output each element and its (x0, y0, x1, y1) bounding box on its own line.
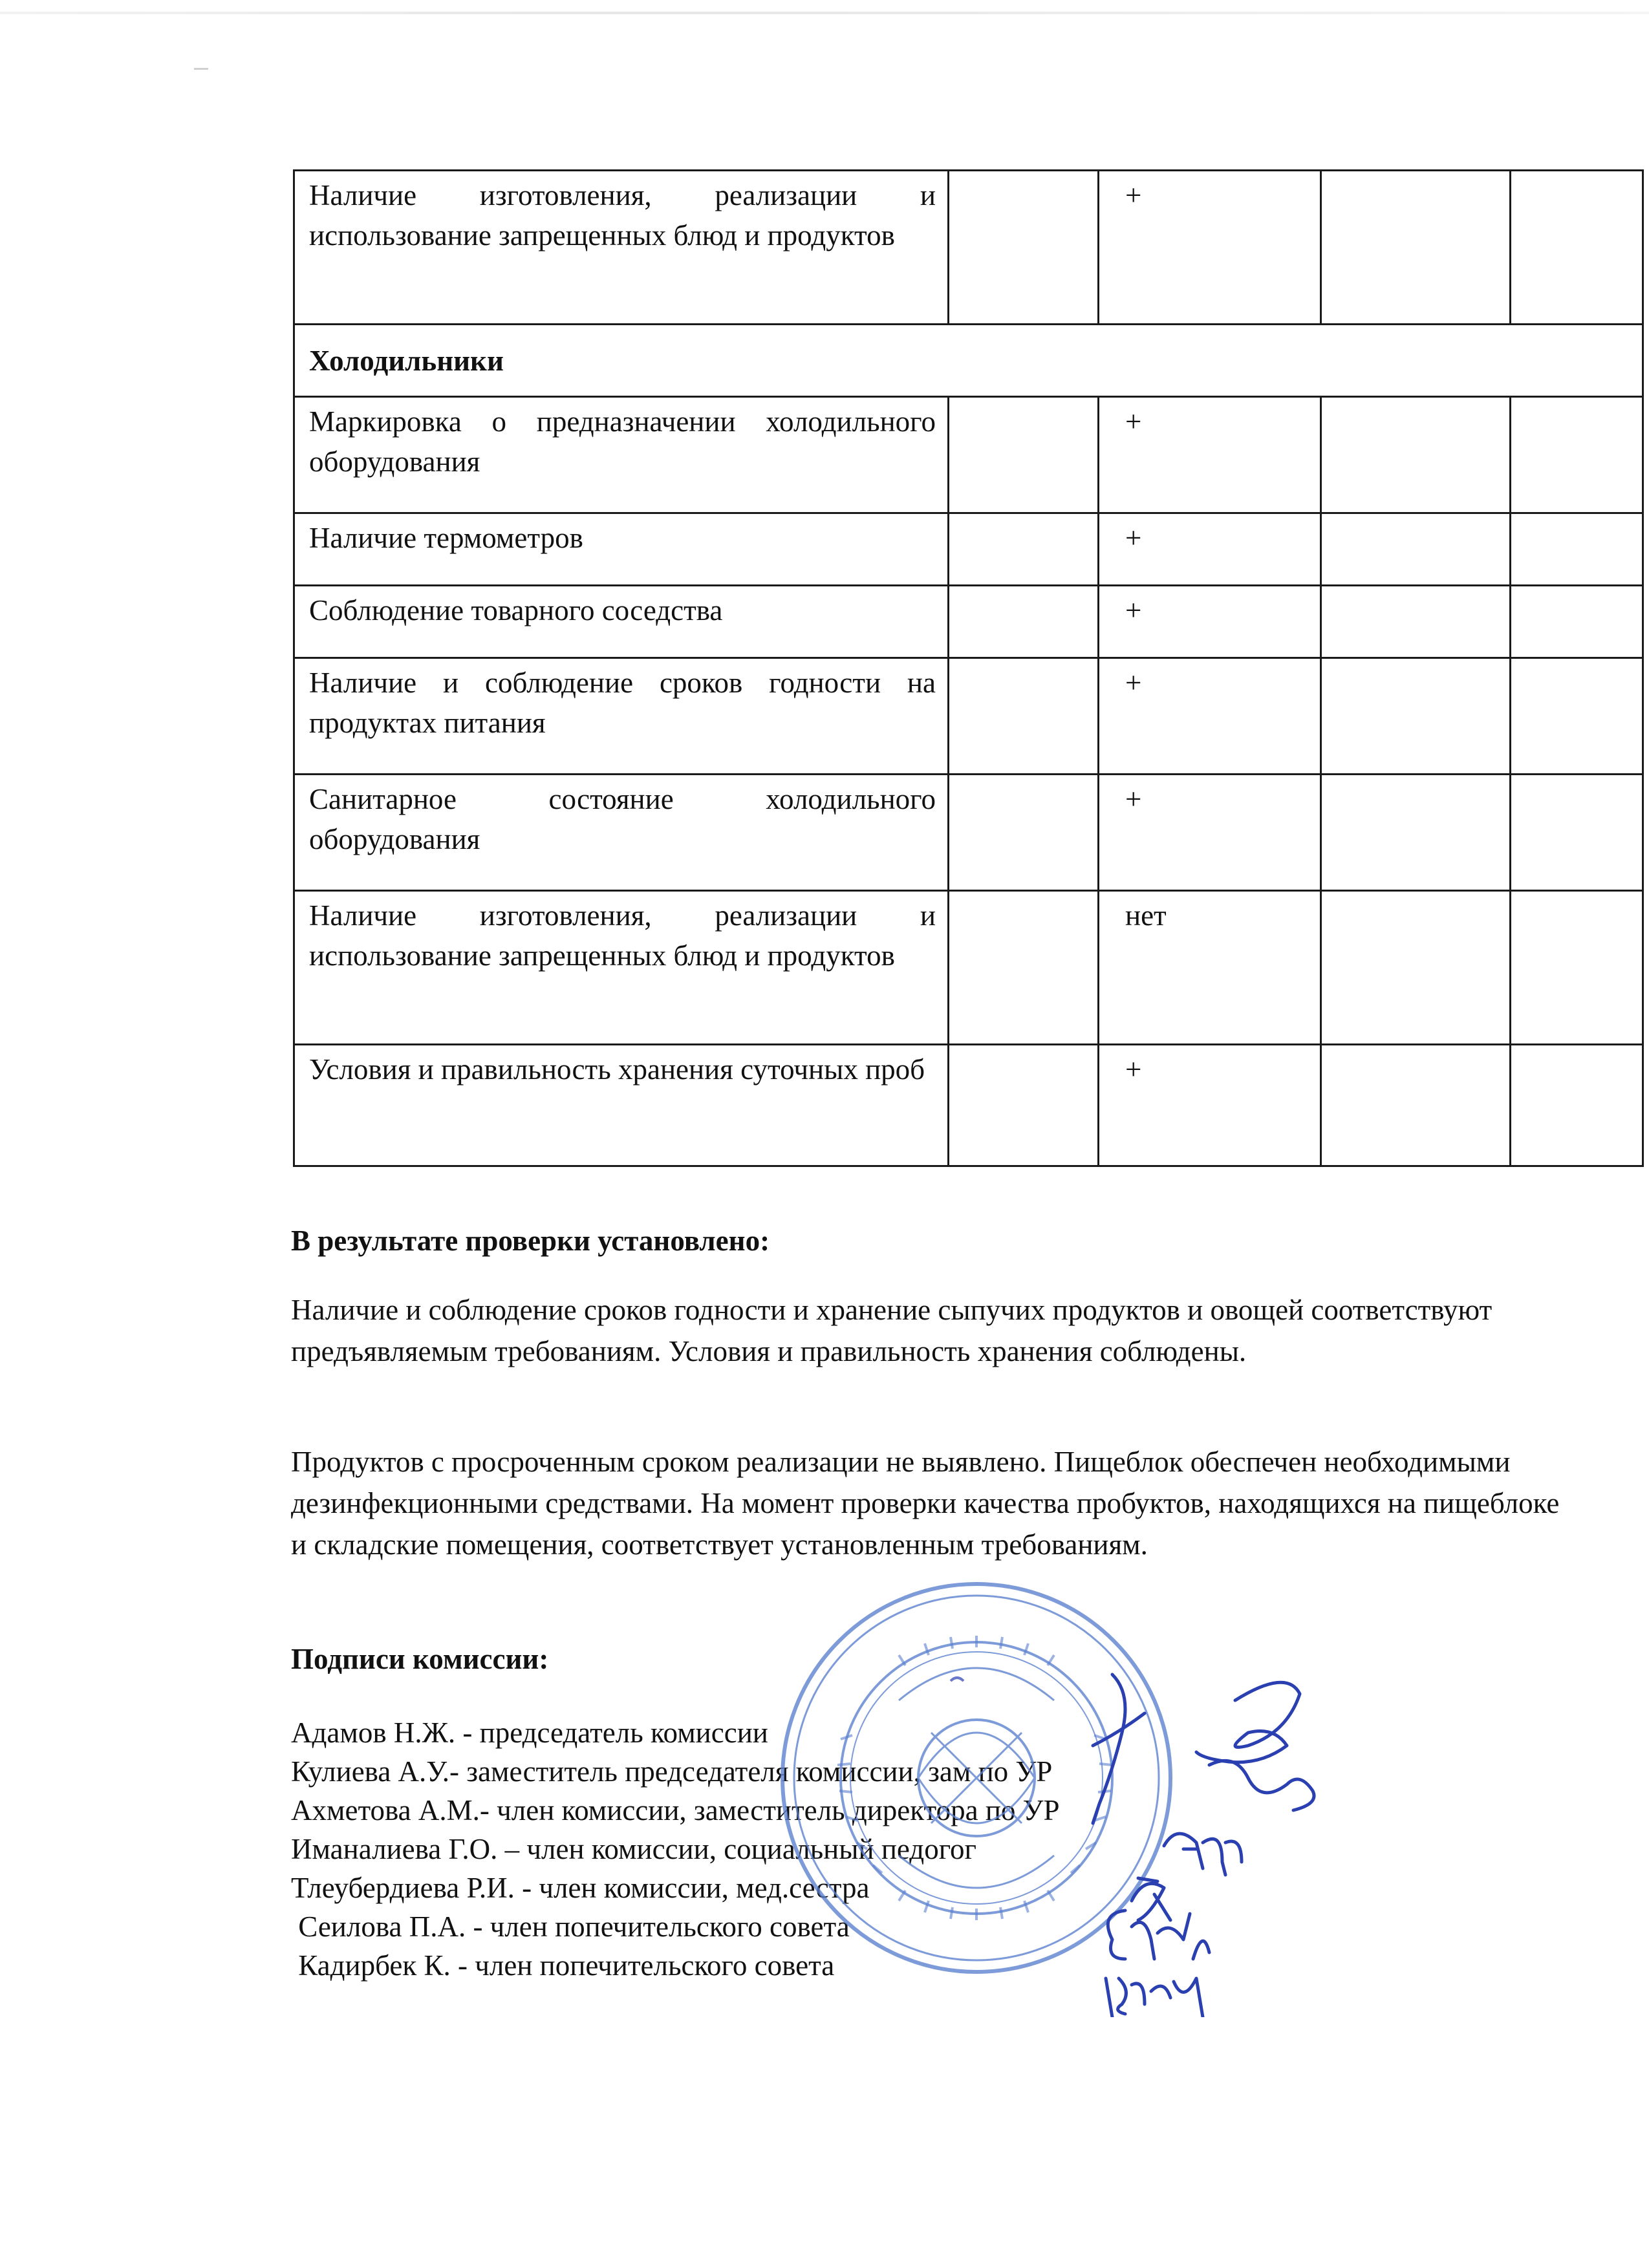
empty-cell (1321, 891, 1511, 1045)
result-mark-cell: + (1099, 397, 1321, 513)
empty-cell (1511, 775, 1643, 891)
table-row (294, 397, 1643, 513)
result-mark-cell: + (1099, 513, 1321, 586)
empty-cell (1511, 513, 1643, 586)
empty-cell (1321, 397, 1511, 513)
empty-cell (949, 586, 1099, 658)
empty-cell (949, 397, 1099, 513)
result-mark-cell: + (1099, 775, 1321, 891)
commission-member: Кулиева А.У.- заместитель председателя комиссии, зам по УР (291, 1755, 1053, 1788)
empty-cell (1321, 171, 1511, 325)
inspection-table-body (294, 171, 1643, 1166)
empty-cell (949, 775, 1099, 891)
criterion-cell: Наличие изготовления, реализации и использование запрещенных блюд и продуктов (294, 171, 949, 325)
criterion-cell: Маркировка о предназначении холодильного оборудования (294, 397, 949, 513)
empty-cell (1321, 513, 1511, 586)
criterion-cell: Соблюдение товарного соседства (294, 586, 949, 658)
table-row (294, 775, 1643, 891)
empty-cell (1321, 586, 1511, 658)
empty-cell (1511, 397, 1643, 513)
empty-cell (1321, 658, 1511, 775)
result-paragraph-1: Наличие и соблюдение сроков годности и хранение сыпучих продуктов и овощей соответствуют предъявляемым требованиям. Условия и правильность хранения соблюдены. (291, 1294, 1493, 1367)
empty-cell (1511, 586, 1643, 658)
section-title: Холодильники (294, 325, 1643, 397)
table-row (294, 658, 1643, 775)
empty-cell (1321, 775, 1511, 891)
result-heading: В результате проверки установлено: (291, 1225, 770, 1257)
result-mark-cell: + (1099, 1045, 1321, 1166)
commission-member: Ахметова А.М.- член комиссии, заместитель директора по УР (291, 1794, 1060, 1826)
result-paragraph-2: Продуктов с просроченным сроком реализации не выявлено. Пищеблок обеспечен необходимыми дезинфекционными средствами. На момент проверки качества пробуктов, находящихся на пищеблоке и складские помещения, соответствует установленным требованиям. (291, 1446, 1560, 1561)
scan-edge (0, 12, 1649, 14)
scan-mark (194, 68, 208, 70)
signatures-heading: Подписи комиссии: (291, 1643, 549, 1675)
handwritten-signatures (899, 1655, 1390, 2017)
empty-cell (1321, 1045, 1511, 1166)
criterion-cell: Условия и правильность хранения суточных проб (294, 1045, 949, 1166)
result-mark-cell: + (1099, 586, 1321, 658)
empty-cell (949, 1045, 1099, 1166)
empty-cell (1511, 1045, 1643, 1166)
criterion-cell: Наличие термометров (294, 513, 949, 586)
commission-member: Сеилова П.А. - член попечительского совета (291, 1910, 850, 1943)
empty-cell (1511, 891, 1643, 1045)
table-row (294, 891, 1643, 1045)
result-mark-cell: нет (1099, 891, 1321, 1045)
table-row (294, 1045, 1643, 1166)
criterion-cell: Наличие изготовления, реализации и использование запрещенных блюд и продуктов (294, 891, 949, 1045)
criterion-cell: Наличие и соблюдение сроков годности на продуктах питания (294, 658, 949, 775)
table-row (294, 171, 1643, 325)
inspection-table (293, 169, 1644, 1167)
commission-member: Тлеубердиева Р.И. - член комиссии, мед.сестра (291, 1872, 870, 1904)
criterion-cell: Санитарное состояние холодильного оборудования (294, 775, 949, 891)
empty-cell (1511, 658, 1643, 775)
empty-cell (949, 171, 1099, 325)
table-section-row (294, 325, 1643, 397)
table-row (294, 513, 1643, 586)
empty-cell (949, 513, 1099, 586)
commission-member: Адамов Н.Ж. - председатель комиссии (291, 1717, 768, 1749)
commission-member: Иманалиева Г.О. – член комиссии, социальный педогог (291, 1833, 976, 1865)
result-mark-cell: + (1099, 171, 1321, 325)
empty-cell (949, 658, 1099, 775)
table-row (294, 586, 1643, 658)
result-mark-cell: + (1099, 658, 1321, 775)
commission-member: Кадирбек К. - член попечительского совета (291, 1949, 835, 1982)
empty-cell (949, 891, 1099, 1045)
empty-cell (1511, 171, 1643, 325)
